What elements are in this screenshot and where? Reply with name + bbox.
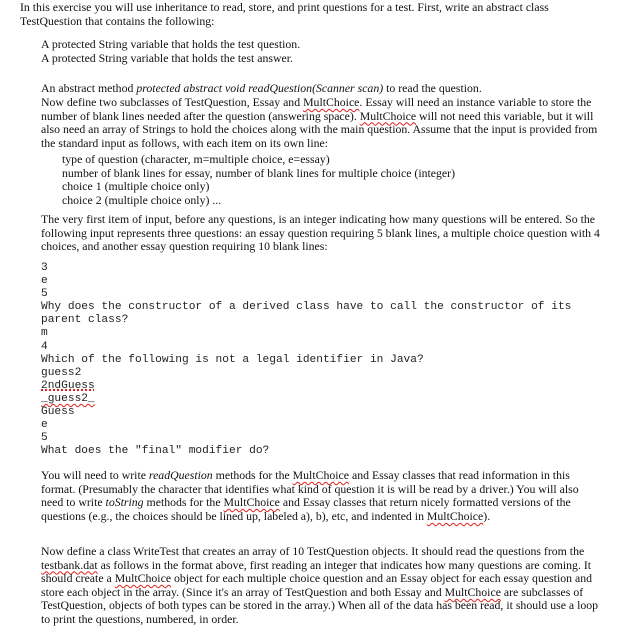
sample-input-block (41, 262, 601, 458)
writetest-text-1: Now define a class WriteTest that creates an array of 10 TestQuestion objects. It should read the questions from the (41, 544, 585, 558)
multchoice-term: MultChoice (426, 508, 484, 523)
multchoice-term: MultChoice (292, 468, 350, 482)
sample-choice: guess2 (41, 366, 82, 379)
intro-paragraph: In this exercise you will use inheritance to read, store, and print questions for a test. First, write an abstract class TestQuestion that contains the following: (20, 0, 549, 28)
field-question: A protected String variable that holds the test question. (41, 37, 301, 51)
format-line-choice-1: choice 1 (multiple choice only) (62, 179, 210, 194)
read-methods-text-5: and Essay classes that return nicely formatted versions of the questions (e.g., the choices should be lined up, labeled a), b), etc, and indented in (41, 495, 571, 523)
sample-line: e (41, 419, 48, 432)
sample-choice-wrap (41, 380, 601, 393)
abstract-method-prefix: An abstract method (41, 81, 137, 95)
read-methods-text-4: methods for the (143, 495, 224, 510)
sample-line: 5 (41, 432, 48, 445)
sample-line: m (41, 327, 48, 340)
sample-question-text: Why does the constructor of a derived class have to call the constructor of its parent class? (41, 301, 572, 327)
multchoice-term: MultChoice (114, 571, 172, 586)
sample-question-text: Which of the following is not a legal identifier in Java? (41, 353, 424, 366)
abstract-method-paragraph (41, 82, 601, 96)
format-line-choice-2: choice 2 (multiple choice only) ... (62, 192, 222, 207)
sample-choice: _guess2_ (41, 392, 95, 405)
tostring-method: toString (105, 495, 144, 510)
testbank-file: testbank.dat (41, 557, 98, 572)
format-line-type: type of question (character, m=multiple choice, e=essay) (62, 152, 330, 166)
field-list (41, 38, 601, 65)
writetest-text-2: as follows in the format above, first reading an integer that indicates how many questions are coming. It should create a (41, 557, 592, 586)
multchoice-term: MultChoice (223, 495, 280, 510)
input-format-list (41, 153, 619, 207)
subclasses-text-2: . Essay will need an instance variable to store the number of blank lines needed after the question (answering space). (41, 95, 592, 123)
read-question-method: readQuestion (148, 468, 213, 482)
abstract-method-signature: protected abstract void readQuestion(Scanner scan) (136, 81, 384, 95)
sample-line: e (41, 275, 48, 288)
multchoice-term: MultChoice (444, 584, 501, 599)
read-methods-paragraph (41, 469, 601, 523)
subclasses-text-3: will not need this variable, but it will also need an array of Strings to hold the choices along with the main question. Assume that the input is provided from the standard input as follows, with each item on its own line: (41, 108, 598, 150)
sample-line: 4 (41, 340, 48, 353)
field-answer: A protected String variable that holds the test answer. (41, 50, 293, 65)
read-methods-text-1: You will need to write (41, 468, 149, 482)
format-line-count: number of blank lines for essay, number of blank lines for multiple choice (integer) (62, 165, 456, 180)
multchoice-term: MultChoice (359, 108, 417, 123)
read-methods-text-3: and Essay classes that read information in this format. (Presumably the character that identifies what kind of question it is will be read by a driver.) You will also need to write (41, 468, 579, 510)
sample-question-text: What does the "final" modifier do? (41, 445, 270, 458)
read-methods-text-6: ). (483, 508, 491, 523)
sample-choice: 2ndGuess (41, 379, 95, 392)
read-methods-text-2: methods for the (212, 468, 293, 482)
sample-line: 5 (41, 288, 48, 301)
writetest-text-4: are subclasses of TestQuestion, objects of both types can be stored in the array.) When all of the data has been read, it should use a loop to print the questions, numbered, in order. (41, 584, 599, 626)
sample-line: 3 (41, 262, 48, 274)
writetest-text-3: object for each multiple choice question and an Essay object for each essay question and store each object in the array. (Since it's an array of TestQuestion and both Essay and (41, 571, 593, 599)
first-item-paragraph: The very first item of input, before any questions, is an integer indicating how many questions will be entered. So the following input represents three questions: an essay question requiring 5 blank lines, a multiple choice question with 4 choices, and another essay question requiring 10 blank lines: (41, 212, 600, 254)
writetest-paragraph (41, 545, 601, 627)
subclasses-paragraph (41, 96, 601, 150)
multchoice-term: MultChoice (303, 95, 360, 109)
abstract-method-suffix: to read the question. (383, 81, 482, 95)
subclasses-text-1: Now define two subclasses of TestQuestion, Essay and (41, 95, 304, 109)
sample-choice-wrap (41, 393, 601, 406)
sample-choice: Guess (41, 406, 75, 419)
